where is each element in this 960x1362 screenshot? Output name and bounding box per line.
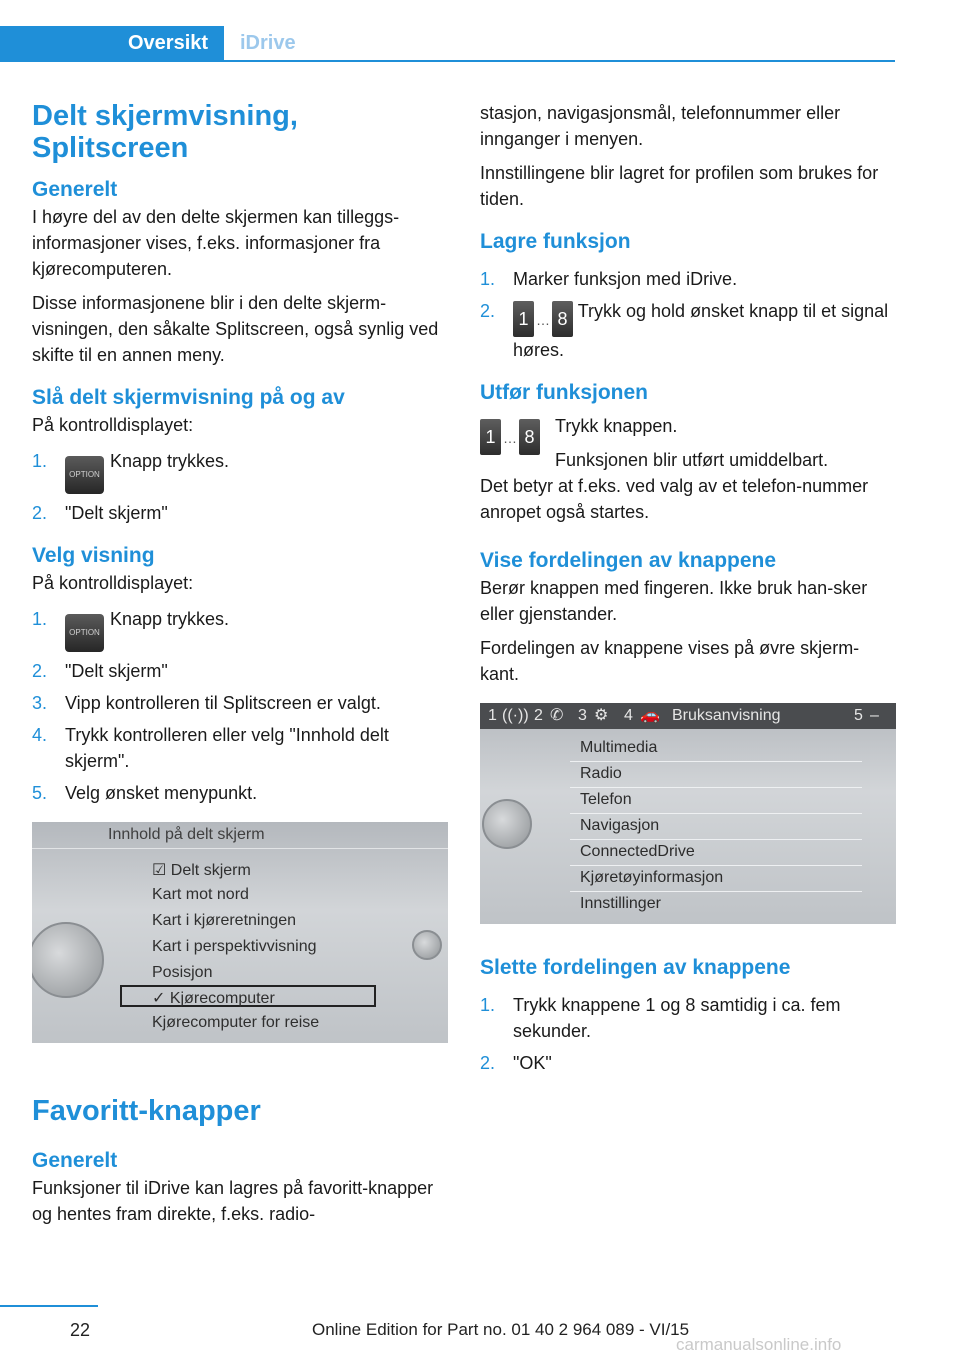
list-item — [32, 690, 450, 716]
section-heading-slette: Slette fordelingen av knappene — [480, 956, 791, 979]
section-heading-vise: Vise fordelingen av knappene — [480, 549, 777, 572]
step-text: "Delt skjerm" — [65, 661, 168, 681]
exec-block — [480, 413, 896, 473]
footer-edition: Online Edition for Part no. 01 40 2 964 089 - VI/15 — [312, 1320, 690, 1339]
favorite-key-1-icon: 1 — [513, 301, 534, 337]
divider — [570, 891, 862, 892]
step-number: 1. — [32, 609, 48, 629]
key-label: Bruksanvisning — [672, 707, 781, 724]
paragraph: Funksjoner til iDrive kan lagres på favoritt‐knapper og hentes fram direkte, f.eks. radio‐ — [32, 1178, 434, 1224]
menu-item: Kart i kjøreretningen — [152, 912, 297, 929]
menu-item: Telefon — [580, 791, 632, 808]
key-number: 4 — [624, 707, 633, 724]
section-heading-generelt-2: Generelt — [32, 1149, 118, 1172]
paragraph: Fordelingen av knappene vises på øvre skjerm‐kant. — [480, 638, 860, 684]
radio-icon: ((·)) — [502, 707, 529, 724]
favorite-key-1-icon: 1 — [480, 419, 501, 455]
list-item — [32, 722, 450, 774]
key-number: 2 — [534, 707, 543, 724]
page-number: 22 — [70, 1320, 91, 1340]
option-button-icon: OPTION — [65, 614, 104, 652]
menu-item-delt-skjerm: ☑ Delt skjerm — [152, 862, 251, 879]
right-knob-icon — [412, 930, 442, 960]
step-text: Trykk og hold ønsket knapp til et signal høres. — [513, 301, 889, 360]
step-number: 2. — [32, 503, 48, 523]
step-list — [32, 448, 450, 526]
phone-icon: ✆ — [550, 707, 564, 724]
gear-icon: ⚙ — [594, 707, 609, 724]
divider — [570, 839, 862, 840]
list-item — [480, 992, 896, 1044]
page-number-rule — [0, 1305, 98, 1307]
split-screen-menu-screenshot — [32, 822, 448, 1043]
watermark: carmanualsonline.info — [676, 1335, 842, 1354]
option-button-icon: OPTION — [65, 456, 104, 494]
right-column — [480, 100, 896, 1088]
section-heading-velg-visning: Velg visning — [32, 544, 155, 567]
list-item — [32, 658, 450, 684]
header-accent — [0, 26, 112, 60]
menu-item: Navigasjon — [580, 817, 660, 834]
page-title: Delt skjermvisning, Splitscreen — [32, 100, 298, 164]
tab-idrive[interactable]: iDrive — [240, 32, 296, 54]
step-text: Marker funksjon med iDrive. — [513, 269, 738, 289]
paragraph: Berør knappen med fingeren. Ikke bruk han‐sker eller gjenstander. — [480, 578, 868, 624]
paragraph: Innstillingene blir lagret for profilen som brukes for tiden. — [480, 163, 879, 209]
step-text: Velg ønsket menypunkt. — [65, 783, 258, 803]
step-number: 2. — [32, 661, 48, 681]
list-item — [32, 500, 450, 526]
menu-item: Kart i perspektivvisning — [152, 938, 317, 955]
step-text: Trykk knappene 1 og 8 samtidig i ca. fem sekunder. — [513, 995, 841, 1041]
list-item — [32, 606, 450, 652]
divider — [32, 848, 448, 849]
paragraph: Funksjonen blir utført umiddelbart. — [555, 450, 829, 470]
menu-item: Multimedia — [580, 739, 658, 756]
paragraph: Det betyr at f.eks. ved valg av et telefon‐nummer anropet også startes. — [480, 476, 869, 522]
key-number: 5 — [854, 707, 863, 724]
step-number: 2. — [480, 1053, 496, 1073]
paragraph: I høyre del av den delte skjermen kan tilleggs‐informasjoner vises, f.eks. informasjoner fra kjørecomputeren. — [32, 207, 400, 279]
paragraph: På kontrolldisplayet: — [32, 415, 194, 435]
list-item — [32, 448, 450, 494]
section-heading-split-toggle: Slå delt skjermvisning på og av — [32, 386, 345, 409]
menu-item: Posisjon — [152, 964, 213, 981]
step-list — [480, 992, 896, 1076]
car-icon: 🚗 — [640, 707, 660, 724]
step-text: Knapp trykkes. — [110, 451, 230, 471]
paragraph: stasjon, navigasjonsmål, telefonnummer eller innganger i menyen. — [480, 103, 841, 149]
paragraph: På kontrolldisplayet: — [32, 573, 194, 593]
menu-item: Radio — [580, 765, 622, 782]
menu-item: Innstillinger — [580, 895, 661, 912]
section-title-favoritt: Favoritt-knapper — [32, 1095, 261, 1127]
section-heading-generelt: Generelt — [32, 178, 118, 201]
favorite-keys-icon — [480, 419, 540, 455]
step-number: 3. — [32, 693, 48, 713]
step-number: 1. — [480, 995, 496, 1015]
step-number: 2. — [480, 301, 496, 321]
step-text: Trykk kontrolleren eller velg "Innhold delt skjerm". — [65, 725, 389, 771]
step-text: "Delt skjerm" — [65, 503, 168, 523]
step-text: Knapp trykkes. — [110, 609, 230, 629]
step-list — [480, 266, 896, 363]
divider — [570, 761, 862, 762]
step-list — [32, 606, 450, 806]
list-item — [32, 780, 450, 806]
favorite-keys-screenshot — [480, 703, 896, 924]
dash-icon: – — [870, 707, 879, 724]
step-number: 4. — [32, 725, 48, 745]
step-text: "OK" — [513, 1053, 552, 1073]
screen-header: Innhold på delt skjerm — [108, 826, 265, 843]
ellipsis-icon: … — [503, 430, 517, 446]
menu-item-kjorecomputer: ✓ Kjørecomputer — [152, 990, 275, 1007]
menu-item: Kjørecomputer for reise — [152, 1014, 320, 1031]
section-heading-utfor: Utfør funksjonen — [480, 381, 648, 404]
controller-knob-icon — [482, 799, 532, 849]
list-item — [480, 298, 896, 363]
menu-item: ConnectedDrive — [580, 843, 695, 860]
step-number: 5. — [32, 783, 48, 803]
key-assignment-bar — [480, 703, 896, 729]
key-number: 3 — [578, 707, 587, 724]
favorite-key-8-icon: 8 — [552, 301, 573, 337]
step-number: 1. — [480, 269, 496, 289]
paragraph: Disse informasjonene blir i den delte skjerm‐visningen, den såkalte Splitscreen, også synlig ved skifte til en annen meny. — [32, 293, 439, 365]
tab-oversikt[interactable]: Oversikt — [112, 26, 224, 60]
divider — [570, 787, 862, 788]
left-column — [32, 100, 450, 1235]
divider — [570, 813, 862, 814]
list-item — [480, 266, 896, 292]
top-header — [0, 0, 895, 62]
list-item — [480, 1050, 896, 1076]
menu-item: Kjøretøyinformasjon — [580, 869, 724, 886]
menu-item: Kart mot nord — [152, 886, 249, 903]
paragraph: Trykk knappen. — [555, 416, 678, 436]
step-number: 1. — [32, 451, 48, 471]
divider — [570, 865, 862, 866]
key-number: 1 — [488, 707, 497, 724]
step-text: Vipp kontrolleren til Splitscreen er valgt. — [65, 693, 381, 713]
ellipsis-icon: … — [536, 312, 550, 328]
controller-knob-icon — [32, 922, 104, 998]
favorite-key-8-icon: 8 — [519, 419, 540, 455]
section-heading-lagre: Lagre funksjon — [480, 230, 631, 253]
